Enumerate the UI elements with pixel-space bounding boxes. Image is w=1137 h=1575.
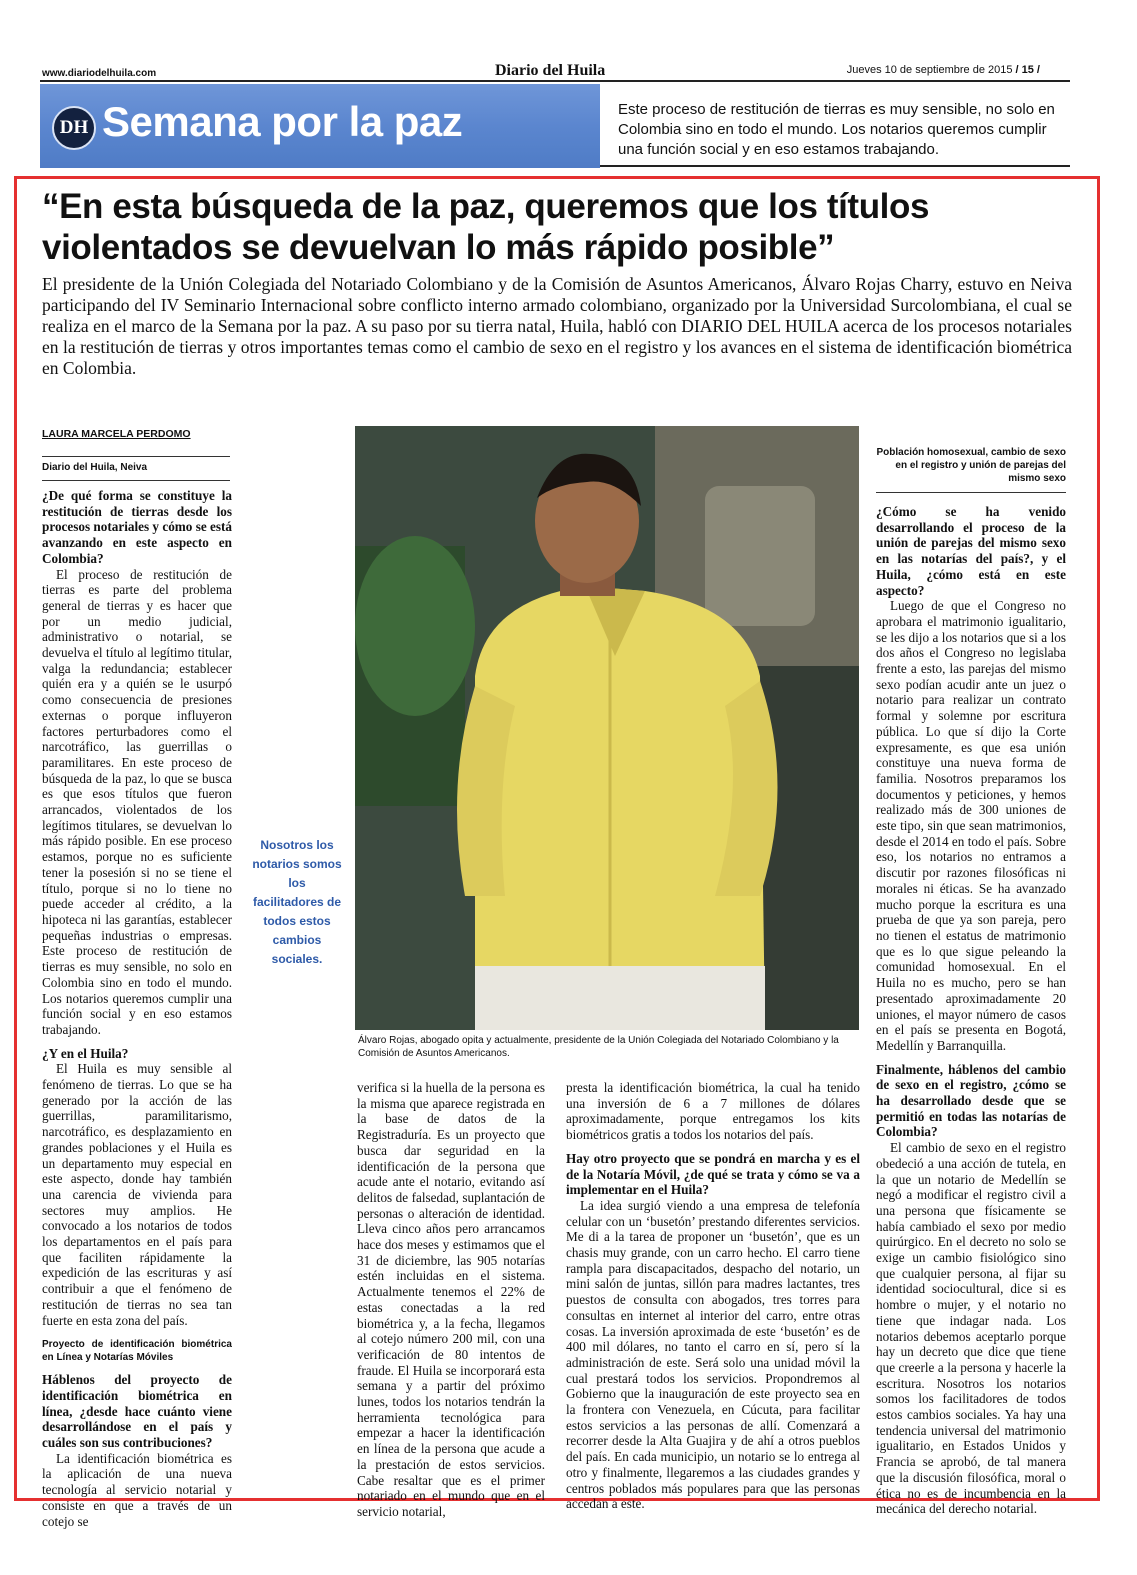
newspaper-name: Diario del Huila [495, 62, 606, 79]
page-number: / 15 / [1015, 64, 1040, 76]
byline-author: LAURA MARCELA PERDOMO [42, 428, 191, 440]
photo-caption: Álvaro Rojas, abogado opita y actualmente, presidente de la Unión Colegiada del Notariado Colombiano y la Comisión de Asuntos Americanos. [358, 1035, 839, 1059]
question-3: Háblenos del proyecto de identificación biométrica en línea, ¿desde hace cuánto viene desarrollándose en el país y cuáles son sus contribuciones? [42, 1372, 232, 1451]
question-1: ¿De qué forma se constituye la restitución de tierras desde los procesos notariales y cómo se está avanzando en este aspecto en Colombia? [42, 488, 232, 566]
article-column-4 [876, 504, 1066, 1517]
answer-cambio-sexo: El cambio de sexo en el registro obedeció a una acción de tutela, en la que un notario de Medellín se negó a modificar el registro civil a una persona que físicamente se había cambiado el sexo por medio quirúrgico. En el decreto no solo se exige un cambio fisiológico sino que cualquier persona, al fijar su identidad sociocultural, dice si es hombre o mujer, y el notario no tiene que indagar nada. Los notarios debemos aceptarlo porque hay un decreto que dice que tiene que creerle a la persona y hacerle la escritura. Nosotros los notarios somos los facilitadores de todos estos cambios sociales. Ya hay una tendencia universal del matrimonio igualitario, en Estados Unidos y Francia se aprobó, de tal manera que la discusión filosófica, moral o ética no es de incumbencia en la mecánica del derecho notarial. [876, 1140, 1066, 1517]
portrait-photo [355, 426, 859, 1030]
subsection-heading: Proyecto de identificación biométrica en Línea y Notarías Móviles [42, 1339, 232, 1364]
section-rule-right [876, 492, 1066, 493]
byline-location: Diario del Huila, Neiva [42, 462, 148, 473]
question-union: ¿Cómo se ha venido desarrollando el proceso de la unión de parejas del mismo sexo en las notarías del país?, y el Huila, ¿cómo está en este aspecto? [876, 504, 1066, 598]
section-banner [40, 84, 600, 168]
issue-date [847, 64, 1040, 76]
article-column-3 [566, 1080, 860, 1512]
byline-rule-2 [42, 480, 230, 481]
col3-text-1: presta la identificación biométrica, la cual ha tenido una inversión de 6 a 7 millones de dólares aproximadamente, porque entregamos los kits biométricos gratis a todos los notarios del país. [566, 1080, 860, 1143]
question-notaria-movil: Hay otro proyecto que se pondrá en marcha y es el de la Notaría Móvil, ¿de qué se trata y cómo se va a implementar en el Huila? [566, 1150, 860, 1198]
answer-3: La identificación biométrica es la aplicación de una nueva tecnología al servicio notarial y consiste en que a través de un cotejo se [42, 1450, 232, 1529]
col2-text: verifica si la huella de la persona es la misma que aparece registrada en la base de datos de la Registraduría. Es un proyecto que busca dar seguridad en la identificación de la persona que acude ante el notario, evitando así delitos de falsedad, suplantación de personas o alteración de identidad. Lleva cinco años pero arrancamos hace dos meses y estimamos que el 31 de diciembre, las 905 notarías estén incluidas en el sistema. Actualmente tenemos el 22% de estas conectadas a la red biométrica y, a la fecha, llegamos al cotejo número 200 mil, con una verificación de 80 intentos de fraude. El Huila se incorporará esta semana y a partir del próximo lunes, todos los notarios tendrán la herramienta tecnológica para empezar a hacer la identificación en línea de la persona que acude a la prestación de estos servicios. Cabe resaltar que es el primer notariado en el mundo que en el servicio notarial, [357, 1080, 545, 1519]
article-lead: El presidente de la Unión Colegiada del Notariado Colombiano y de la Comisión de Asuntos Americanos, Álvaro Rojas Charry, estuvo en Neiva participando del IV Seminario Internacional sobre conflicto interno armado colombiano, organizado por la Universidad Surcolombiana, el cual se realiza en el marco de la Semana por la paz. A su paso por su tierra natal, Huila, habló con DIARIO DEL HUILA acerca de los procesos notariales en la restitución de tierras y otros importantes temas como el cambio de sexo en el registro y los avances en el sistema de identificación biométrica en Colombia. [42, 274, 1072, 378]
page-header [40, 60, 1070, 80]
answer-1: El proceso de restitución de tierras es parte del problema general de tierras y es hacer que por un medio judicial, administrativo o notarial, se devuelva el título al legítimo titular, valga la redundancia; establecer quién era y a quién se le usurpó como consecuencia de presiones externas o porque influyeron factores perturbadores como el narcotráfico, las guerrillas o paramilitares. En este proceso de búsqueda de la paz, lo que se busca es que esos títulos que fueron arrancados, violentados de los legítimos titulares, se devuelvan lo más rápido posible. En ese proceso estamos, porque no es suficiente tener la posesión si no se tiene el título, porque si no lo tiene no puede acceder al crédito, a la hipoteca ni las garantías, establecer pequeñas industrias o empresas. Este proceso de restitución de tierras es muy sensible, no solo en Colombia sino en todo el mundo. Los notarios queremos cumplir una función social y en eso estamos trabajando. [42, 566, 232, 1037]
date-text: Jueves 10 de septiembre de 2015 [846, 64, 1013, 76]
byline-rule [42, 456, 230, 457]
section-title: Semana por la paz [102, 98, 463, 145]
question-2: ¿Y en el Huila? [42, 1045, 129, 1061]
article-column-2 [357, 1080, 545, 1519]
answer-union: Luego de que el Congreso no aprobara el matrimonio igualitario, se les dijo a los notarios que si a los dos años el Congreso no legislaba frente a esto, las parejas del mismo sexo podían acudir ante un juez o notario para realizar un contrato formal y solemne por escritura pública. Lo que sí dijo la Corte expresamente, es que esa unión constituye una nueva forma de familia. Nosotros preparamos los documentos y peticiones, y hemos realizado más de 300 uniones de este tipo, sin que sean matrimonios, desde el 2014 en todo el país. Sobre eso, los notarios no entramos a discutir por razones filosóficas ni morales ni éticas. Se ha avanzado mucho porque la escritura es una prueba de que ya son pareja, pero no tienen el estatus de matrimonio que es lo que sigue peleando la comunidad homosexual. En el Huila no es mucho, pero se han presentado aproximadamente 20 uniones, el mayor número de casos en el país se presenta en Bogotá, Medellín y Barranquilla. [876, 598, 1066, 1053]
col3-text-2: La idea surgió viendo a una empresa de telefonía celular con un ‘busetón’ prestando diferentes servicios. Me di a la tarea de proponer un ‘busetón’, que es un chasis muy grande, con un carro hecho. El carro tiene rampla para discapacitados, despacho del notario, un mini salón de juntas, sillón para madres lactantes, tres puestos de consulta con abogados, tres torres para consultas en internet al interior del carro, entre otras cosas. La inversión aproximada de este ‘busetón’ es de 400 mil dólares, no tanto el carro en sí, pero sí la administración de este. Será solo una unidad móvil la cual prestará todos los servicios. Propondremos al Gobierno que la inauguración de este proyecto sea en la frontera con Venezuela, en Cúcuta, para facilitar estos servicios a las personas de allí. Comenzará a recorrer desde la Alta Guajira y de ahí a otros pueblos del país. En cada municipio, un notario se lo entrega al otro y finalmente, llegaremos a las ciudades grandes y centros poblados más populares para que las personas accedan a este. [566, 1197, 860, 1512]
article-column-1 [42, 488, 232, 1529]
banner-quote: Este proceso de restitución de tierras es muy sensible, no solo en Colombia sino en todo el mundo. Los notarios queremos cumplir una función social y en eso estamos trabajando. [618, 101, 1055, 158]
answer-2: El Huila es muy sensible al fenómeno de tierras. Lo que se ha generado por la acción de las guerrillas, paramilitarismo, narcotráfico, es desplazamiento en grandes poblaciones y el Huila es un departamento muy especial en este aspecto, donde hay también una carencia de vivienda para sectores muy amplios. He convocado a los notarios de todos los departamentos en el país para que faciliten rápidamente la expedición de las escrituras y así contribuir a que el fenómeno de restitución de tierras no sea tan fuerte en esta zona del país. [42, 1061, 232, 1328]
question-cambio-sexo: Finalmente, háblenos del cambio de sexo en el registro, ¿cómo se ha desarrollado desde que se permitió en todas las notarías de Colombia? [876, 1061, 1066, 1140]
dh-logo: DH [52, 106, 96, 150]
site-url[interactable]: www.diariodelhuila.com [42, 68, 157, 79]
portrait-illustration [355, 426, 859, 1030]
banner-rule [600, 165, 1070, 167]
article-headline: “En esta búsqueda de la paz, queremos que los títulos violentados se devuelvan lo más rápido posible” [42, 187, 930, 267]
pull-quote: Nosotros los notarios somos los facilitadores de todos estos cambios sociales. [252, 838, 342, 966]
header-rule [40, 80, 1070, 82]
section-heading-right: Población homosexual, cambio de sexo en el registro y unión de parejas del mismo sexo [876, 447, 1066, 484]
